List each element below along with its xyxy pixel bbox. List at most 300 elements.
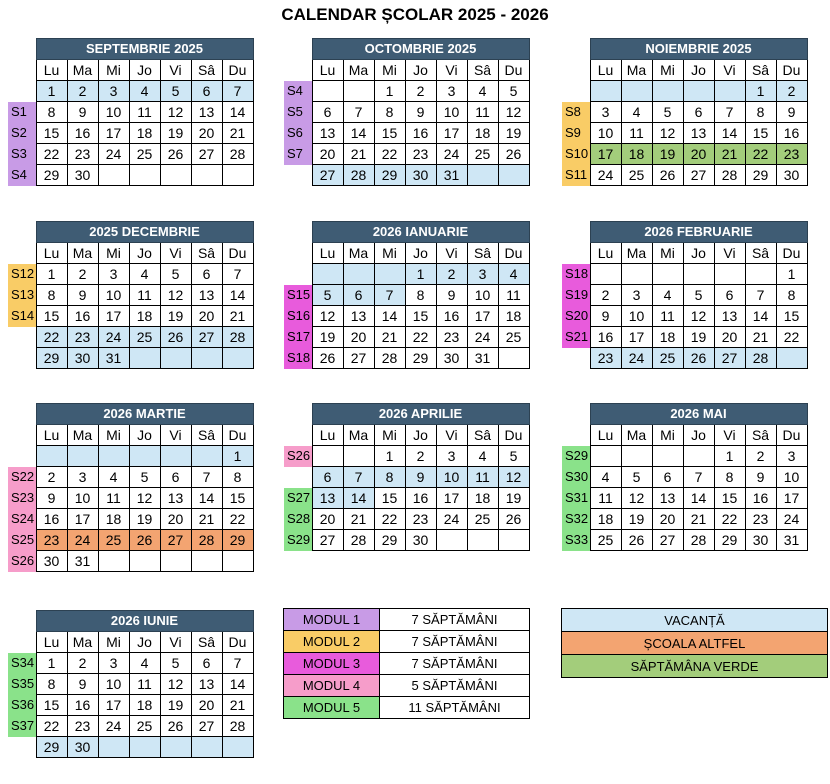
day-cell: 2 bbox=[36, 467, 67, 488]
month-calendar bbox=[284, 38, 530, 186]
day-cell bbox=[590, 264, 621, 285]
day-cell bbox=[98, 737, 129, 758]
day-cell: 25 bbox=[129, 327, 160, 348]
day-cell: 15 bbox=[374, 488, 405, 509]
day-cell: 19 bbox=[160, 695, 191, 716]
color-key-item: SĂPTĂMÂNA VERDE bbox=[562, 655, 828, 678]
day-cell bbox=[621, 81, 652, 102]
day-cell bbox=[129, 348, 160, 369]
week-row bbox=[284, 144, 529, 165]
day-header: Du bbox=[222, 60, 253, 81]
day-header: Jo bbox=[129, 243, 160, 264]
week-number-label bbox=[284, 264, 312, 285]
week-row bbox=[284, 446, 529, 467]
day-cell: 7 bbox=[222, 81, 253, 102]
color-key-legend bbox=[561, 608, 828, 678]
day-cell: 19 bbox=[621, 509, 652, 530]
week-number-label: S16 bbox=[284, 306, 312, 327]
week-row bbox=[284, 348, 529, 369]
day-header: Vi bbox=[436, 425, 467, 446]
spacer bbox=[284, 222, 312, 243]
day-cell: 3 bbox=[621, 285, 652, 306]
day-cell bbox=[160, 551, 191, 572]
day-cell: 22 bbox=[222, 509, 253, 530]
day-cell: 9 bbox=[67, 285, 98, 306]
day-cell: 15 bbox=[374, 123, 405, 144]
day-cell bbox=[312, 446, 343, 467]
day-cell bbox=[498, 530, 529, 551]
week-row bbox=[8, 102, 253, 123]
day-cell: 20 bbox=[160, 509, 191, 530]
day-cell: 20 bbox=[191, 123, 222, 144]
day-cell bbox=[776, 348, 807, 369]
day-cell: 21 bbox=[222, 306, 253, 327]
day-header: Jo bbox=[129, 632, 160, 653]
week-row bbox=[284, 306, 529, 327]
day-cell: 19 bbox=[498, 488, 529, 509]
week-row bbox=[284, 102, 529, 123]
page-title: CALENDAR ȘCOLAR 2025 - 2026 bbox=[281, 5, 549, 24]
day-cell: 24 bbox=[590, 165, 621, 186]
day-header: Jo bbox=[683, 425, 714, 446]
day-cell: 26 bbox=[160, 327, 191, 348]
day-header: Mi bbox=[374, 60, 405, 81]
day-cell: 13 bbox=[652, 488, 683, 509]
month-calendar bbox=[8, 403, 254, 572]
week-number-label: S1 bbox=[8, 102, 36, 123]
day-header: Lu bbox=[590, 60, 621, 81]
day-cell: 4 bbox=[129, 264, 160, 285]
week-number-label: S20 bbox=[562, 306, 590, 327]
day-cell: 17 bbox=[67, 509, 98, 530]
spacer bbox=[562, 39, 590, 60]
day-cell: 6 bbox=[683, 102, 714, 123]
month-calendar bbox=[8, 38, 254, 186]
week-number-label bbox=[8, 81, 36, 102]
week-number-label bbox=[8, 737, 36, 758]
week-number-label: S27 bbox=[284, 488, 312, 509]
day-cell: 3 bbox=[776, 446, 807, 467]
day-header: Lu bbox=[590, 425, 621, 446]
day-cell: 16 bbox=[590, 327, 621, 348]
day-cell: 14 bbox=[714, 123, 745, 144]
month-calendar bbox=[284, 221, 530, 369]
day-cell bbox=[191, 551, 222, 572]
week-number-label: S26 bbox=[284, 446, 312, 467]
day-cell: 27 bbox=[312, 530, 343, 551]
day-cell: 8 bbox=[374, 102, 405, 123]
week-number-label: S30 bbox=[562, 467, 590, 488]
spacer bbox=[8, 243, 36, 264]
modules-legend bbox=[283, 608, 530, 719]
day-cell: 22 bbox=[36, 144, 67, 165]
day-cell: 2 bbox=[67, 653, 98, 674]
day-cell: 7 bbox=[745, 285, 776, 306]
day-cell: 13 bbox=[343, 306, 374, 327]
week-number-label: S18 bbox=[562, 264, 590, 285]
day-cell: 5 bbox=[498, 446, 529, 467]
day-cell: 17 bbox=[98, 123, 129, 144]
day-header: Ma bbox=[621, 425, 652, 446]
day-cell bbox=[374, 264, 405, 285]
day-cell: 4 bbox=[98, 467, 129, 488]
day-cell: 7 bbox=[222, 653, 253, 674]
day-header: Ma bbox=[67, 425, 98, 446]
week-row bbox=[8, 716, 253, 737]
day-cell bbox=[714, 264, 745, 285]
day-cell: 4 bbox=[652, 285, 683, 306]
day-cell: 27 bbox=[191, 144, 222, 165]
week-number-label: S10 bbox=[562, 144, 590, 165]
day-cell: 9 bbox=[405, 102, 436, 123]
week-row bbox=[562, 488, 807, 509]
day-header: Mi bbox=[98, 60, 129, 81]
day-cell bbox=[191, 737, 222, 758]
day-header: Ma bbox=[343, 425, 374, 446]
day-cell: 11 bbox=[129, 102, 160, 123]
week-number-label: S33 bbox=[562, 530, 590, 551]
day-cell: 1 bbox=[222, 446, 253, 467]
day-cell: 16 bbox=[67, 306, 98, 327]
day-cell: 1 bbox=[714, 446, 745, 467]
day-cell: 13 bbox=[191, 674, 222, 695]
day-cell: 7 bbox=[343, 467, 374, 488]
day-cell: 28 bbox=[191, 530, 222, 551]
day-cell: 18 bbox=[498, 306, 529, 327]
module-legend-row bbox=[284, 697, 530, 719]
spacer bbox=[8, 404, 36, 425]
day-cell: 21 bbox=[343, 509, 374, 530]
day-cell: 3 bbox=[67, 467, 98, 488]
module-label: MODUL 1 bbox=[284, 609, 380, 631]
day-header: Lu bbox=[312, 60, 343, 81]
day-header: Vi bbox=[160, 425, 191, 446]
week-number-label: S15 bbox=[284, 285, 312, 306]
day-cell: 6 bbox=[343, 285, 374, 306]
day-cell: 12 bbox=[621, 488, 652, 509]
day-cell: 16 bbox=[67, 123, 98, 144]
day-cell: 5 bbox=[312, 285, 343, 306]
week-number-label: S6 bbox=[284, 123, 312, 144]
day-cell: 9 bbox=[67, 674, 98, 695]
day-cell: 10 bbox=[776, 467, 807, 488]
week-number-label bbox=[562, 348, 590, 369]
day-header: Lu bbox=[312, 243, 343, 264]
day-cell: 9 bbox=[436, 285, 467, 306]
day-header: Jo bbox=[683, 60, 714, 81]
spacer bbox=[284, 39, 312, 60]
day-cell: 31 bbox=[467, 348, 498, 369]
day-cell: 18 bbox=[467, 488, 498, 509]
day-cell: 1 bbox=[374, 446, 405, 467]
month-title: SEPTEMBRIE 2025 bbox=[36, 39, 253, 60]
week-number-label: S4 bbox=[8, 165, 36, 186]
week-row bbox=[562, 509, 807, 530]
day-cell: 5 bbox=[129, 467, 160, 488]
week-row bbox=[8, 530, 253, 551]
day-cell: 18 bbox=[467, 123, 498, 144]
week-row bbox=[562, 446, 807, 467]
day-cell: 1 bbox=[776, 264, 807, 285]
day-header: Vi bbox=[160, 243, 191, 264]
day-cell: 5 bbox=[160, 264, 191, 285]
day-cell bbox=[683, 264, 714, 285]
day-cell: 17 bbox=[436, 488, 467, 509]
day-cell: 22 bbox=[714, 509, 745, 530]
day-cell: 10 bbox=[436, 102, 467, 123]
day-cell: 27 bbox=[714, 348, 745, 369]
day-cell: 11 bbox=[621, 123, 652, 144]
day-header: Du bbox=[776, 60, 807, 81]
week-row bbox=[8, 264, 253, 285]
day-cell: 13 bbox=[191, 102, 222, 123]
day-cell: 28 bbox=[714, 165, 745, 186]
week-number-label: S21 bbox=[562, 327, 590, 348]
day-cell: 3 bbox=[467, 264, 498, 285]
day-cell: 20 bbox=[191, 695, 222, 716]
day-cell: 2 bbox=[405, 81, 436, 102]
week-row bbox=[8, 165, 253, 186]
week-row bbox=[284, 81, 529, 102]
day-cell: 8 bbox=[374, 467, 405, 488]
day-cell: 22 bbox=[374, 144, 405, 165]
week-number-label: S14 bbox=[8, 306, 36, 327]
day-cell: 10 bbox=[590, 123, 621, 144]
day-cell: 21 bbox=[343, 144, 374, 165]
day-cell: 16 bbox=[67, 695, 98, 716]
day-cell: 11 bbox=[590, 488, 621, 509]
day-cell: 20 bbox=[714, 327, 745, 348]
day-cell bbox=[498, 165, 529, 186]
day-header: Mi bbox=[374, 243, 405, 264]
day-cell: 5 bbox=[683, 285, 714, 306]
day-header: Du bbox=[776, 425, 807, 446]
module-legend-row bbox=[284, 653, 530, 675]
day-cell: 15 bbox=[405, 306, 436, 327]
day-cell: 19 bbox=[160, 123, 191, 144]
day-cell bbox=[98, 446, 129, 467]
day-cell: 13 bbox=[714, 306, 745, 327]
month-calendar bbox=[562, 403, 808, 551]
week-row bbox=[8, 123, 253, 144]
week-row bbox=[562, 123, 807, 144]
day-cell bbox=[191, 446, 222, 467]
spacer bbox=[284, 425, 312, 446]
day-cell: 8 bbox=[405, 285, 436, 306]
week-row bbox=[8, 695, 253, 716]
day-cell: 21 bbox=[222, 123, 253, 144]
day-cell: 1 bbox=[405, 264, 436, 285]
day-cell bbox=[343, 264, 374, 285]
day-header: Mi bbox=[98, 632, 129, 653]
month-title: 2025 DECEMBRIE bbox=[36, 222, 253, 243]
day-cell: 12 bbox=[683, 306, 714, 327]
day-header: Ma bbox=[621, 60, 652, 81]
day-header: Du bbox=[222, 632, 253, 653]
day-cell bbox=[98, 551, 129, 572]
day-header: Ma bbox=[67, 632, 98, 653]
day-cell: 24 bbox=[67, 530, 98, 551]
day-cell: 30 bbox=[405, 530, 436, 551]
day-cell: 17 bbox=[776, 488, 807, 509]
day-cell bbox=[222, 348, 253, 369]
day-cell: 30 bbox=[745, 530, 776, 551]
day-cell: 6 bbox=[714, 285, 745, 306]
month-title: 2026 MARTIE bbox=[36, 404, 253, 425]
week-row bbox=[8, 653, 253, 674]
day-cell: 29 bbox=[714, 530, 745, 551]
day-cell: 7 bbox=[191, 467, 222, 488]
day-cell: 10 bbox=[436, 467, 467, 488]
day-header: Du bbox=[776, 243, 807, 264]
day-cell: 15 bbox=[222, 488, 253, 509]
day-header: Vi bbox=[160, 632, 191, 653]
day-cell: 25 bbox=[129, 716, 160, 737]
day-cell: 24 bbox=[98, 327, 129, 348]
day-cell: 28 bbox=[343, 165, 374, 186]
day-header: Sâ bbox=[467, 60, 498, 81]
day-cell: 6 bbox=[652, 467, 683, 488]
week-row bbox=[284, 509, 529, 530]
day-cell: 21 bbox=[222, 695, 253, 716]
day-header: Sâ bbox=[191, 632, 222, 653]
day-cell: 2 bbox=[67, 81, 98, 102]
week-row bbox=[284, 123, 529, 144]
module-legend-row bbox=[284, 675, 530, 697]
day-cell bbox=[498, 348, 529, 369]
day-cell: 27 bbox=[343, 348, 374, 369]
day-cell: 25 bbox=[590, 530, 621, 551]
week-number-label: S29 bbox=[284, 530, 312, 551]
day-cell: 13 bbox=[191, 285, 222, 306]
week-number-label bbox=[8, 327, 36, 348]
day-cell: 12 bbox=[129, 488, 160, 509]
day-header: Lu bbox=[36, 425, 67, 446]
day-cell: 24 bbox=[98, 716, 129, 737]
day-header: Mi bbox=[374, 425, 405, 446]
week-number-label: S2 bbox=[8, 123, 36, 144]
week-number-label: S36 bbox=[8, 695, 36, 716]
day-cell: 26 bbox=[312, 348, 343, 369]
day-cell: 12 bbox=[312, 306, 343, 327]
day-cell: 26 bbox=[498, 144, 529, 165]
day-cell: 10 bbox=[621, 306, 652, 327]
day-cell: 9 bbox=[590, 306, 621, 327]
day-cell bbox=[160, 446, 191, 467]
day-cell: 15 bbox=[776, 306, 807, 327]
day-cell: 1 bbox=[745, 81, 776, 102]
day-cell: 24 bbox=[436, 144, 467, 165]
day-cell: 31 bbox=[67, 551, 98, 572]
day-cell: 29 bbox=[374, 165, 405, 186]
month-calendar bbox=[562, 221, 808, 369]
day-header: Lu bbox=[312, 425, 343, 446]
day-cell: 28 bbox=[222, 144, 253, 165]
day-cell: 4 bbox=[498, 264, 529, 285]
day-header: Mi bbox=[98, 425, 129, 446]
week-number-label: S24 bbox=[8, 509, 36, 530]
day-header: Vi bbox=[436, 60, 467, 81]
month-calendar bbox=[284, 403, 530, 551]
day-cell: 7 bbox=[374, 285, 405, 306]
day-header: Sâ bbox=[745, 425, 776, 446]
week-row bbox=[284, 467, 529, 488]
week-number-label bbox=[8, 348, 36, 369]
module-legend-row bbox=[284, 609, 530, 631]
day-cell: 26 bbox=[621, 530, 652, 551]
day-cell: 25 bbox=[467, 509, 498, 530]
day-cell bbox=[467, 530, 498, 551]
day-cell bbox=[343, 446, 374, 467]
day-cell: 10 bbox=[98, 674, 129, 695]
day-cell: 6 bbox=[191, 81, 222, 102]
week-row bbox=[8, 285, 253, 306]
spacer bbox=[562, 222, 590, 243]
color-key-item: ȘCOALA ALTFEL bbox=[562, 632, 828, 655]
day-cell: 16 bbox=[745, 488, 776, 509]
spacer bbox=[8, 222, 36, 243]
day-cell: 9 bbox=[745, 467, 776, 488]
week-number-label: S37 bbox=[8, 716, 36, 737]
module-label: MODUL 5 bbox=[284, 697, 380, 719]
week-number-label bbox=[284, 467, 312, 488]
month-title: 2026 APRILIE bbox=[312, 404, 529, 425]
week-row bbox=[562, 81, 807, 102]
day-cell: 23 bbox=[436, 327, 467, 348]
day-cell: 29 bbox=[745, 165, 776, 186]
day-cell: 9 bbox=[36, 488, 67, 509]
day-cell: 20 bbox=[343, 327, 374, 348]
day-cell: 2 bbox=[776, 81, 807, 102]
day-cell: 10 bbox=[98, 102, 129, 123]
week-number-label: S26 bbox=[8, 551, 36, 572]
day-cell: 8 bbox=[36, 674, 67, 695]
day-header: Jo bbox=[129, 60, 160, 81]
week-row bbox=[284, 530, 529, 551]
day-cell: 3 bbox=[436, 81, 467, 102]
day-cell: 14 bbox=[343, 123, 374, 144]
spacer bbox=[8, 39, 36, 60]
day-cell: 22 bbox=[36, 327, 67, 348]
day-cell: 3 bbox=[98, 81, 129, 102]
day-cell: 20 bbox=[312, 144, 343, 165]
week-row bbox=[8, 81, 253, 102]
day-cell: 2 bbox=[590, 285, 621, 306]
day-cell: 17 bbox=[98, 306, 129, 327]
month-title: 2026 IUNIE bbox=[36, 611, 253, 632]
day-cell: 24 bbox=[621, 348, 652, 369]
day-cell: 28 bbox=[374, 348, 405, 369]
day-cell: 13 bbox=[312, 488, 343, 509]
day-cell: 3 bbox=[98, 264, 129, 285]
module-weeks: 7 SĂPTĂMÂNI bbox=[380, 653, 530, 675]
day-cell: 4 bbox=[129, 81, 160, 102]
spacer bbox=[562, 425, 590, 446]
day-cell: 1 bbox=[36, 264, 67, 285]
day-cell: 19 bbox=[160, 306, 191, 327]
day-header: Mi bbox=[652, 243, 683, 264]
week-row bbox=[562, 264, 807, 285]
week-row bbox=[284, 327, 529, 348]
day-header: Du bbox=[222, 425, 253, 446]
day-cell: 25 bbox=[621, 165, 652, 186]
day-cell: 6 bbox=[160, 467, 191, 488]
day-cell bbox=[590, 446, 621, 467]
day-cell: 3 bbox=[436, 446, 467, 467]
day-header: Vi bbox=[160, 60, 191, 81]
day-cell: 25 bbox=[652, 348, 683, 369]
day-cell: 5 bbox=[621, 467, 652, 488]
